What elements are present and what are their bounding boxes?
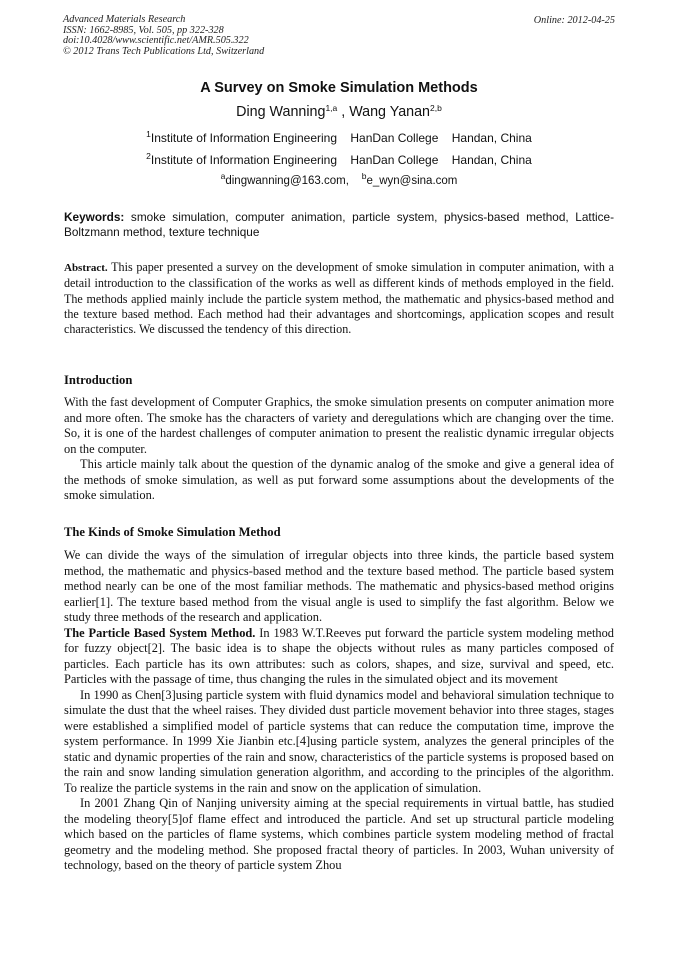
paragraph: In 1990 as Chen[3]using particle system with fluid dynamics model and behavioral simulation technique to simulate the dust that the wheel raises. They divided dust particle movement behavior into three stages, stages were established a simplified model of particle systems that can reduce the computation time, improve the system performance. In 1999 Xie Jianbin etc.[4]using particle system, analyzes the general principles of the static and dynamic properties of the rain and snow, characteristics of the particle systems is proposed based on the rain and snow landing simulation generation algorithm, and according to the principles of the algorithm. To realize the particle systems in the rain and snow on the application of simulation. [64, 687, 614, 795]
keywords-label: Keywords: [64, 210, 125, 224]
journal-name: Advanced Materials Research [63, 14, 186, 25]
email-a-mark: a [220, 171, 226, 181]
affiliation-2-mark: 2 [146, 151, 151, 161]
affiliation-2-text: Institute of Information Engineering HanDan College Handan, China [150, 153, 532, 167]
author-line [0, 104, 678, 120]
abstract-label: Abstract. [64, 262, 108, 274]
paragraph: We can divide the ways of the simulation of irregular objects into three kinds, the particle based system method, the mathematic and physics-based method and the texture based method. The particle based system method nearly can be one of the most familiar methods. The mathematic and physics-based method origins earlier[1]. The texture based method from the visual angle is used to simplify the fast algorithm. Below we study three methods of the research and application. [64, 548, 614, 624]
keywords [64, 210, 614, 240]
paragraph-particle-system [64, 626, 614, 688]
email-b: e_wyn@sina.com [366, 175, 458, 187]
author-1-affil-mark: 1,a [325, 103, 338, 113]
author-2: Wang Yanan [349, 104, 430, 120]
paper-title: A Survey on Smoke Simulation Methods [200, 80, 478, 96]
paragraph: With the fast development of Computer Graphics, the smoke simulation presents on computer animation more and more often. The smoke has the characters of variety and deregulations which are changing over the time. So, it is one of the hardest challenges of computer animation to present the realistic dynamic irregular objects on the computer. [64, 395, 614, 456]
introduction-body [64, 395, 614, 504]
kinds-body [64, 548, 614, 874]
keywords-text: smoke simulation, computer animation, particle system, physics-based method, Lattice-Boltzmann method, texture technique [64, 210, 614, 239]
issn-line: ISSN: 1662-8985, Vol. 505, pp 322-328 [63, 24, 224, 36]
affiliation-2 [0, 153, 678, 167]
abstract-text: This paper presented a survey on the development of smoke simulation in computer animation, with a detail introduction to the classification of the works as well as different kinds of methods employed in the field. The methods applied mainly include the particle system method, the mathematic and physics-based method and the texture based method. Each method had their advantages and shortcomings, application scopes and result characteristics. We discussed the tendency of this direction. [64, 260, 614, 337]
subsection-label-particle: The Particle Based System Method. [64, 625, 256, 640]
email-line [0, 171, 678, 187]
abstract [64, 260, 614, 337]
journal-header [63, 15, 264, 57]
online-date: Online: 2012-04-25 [533, 15, 615, 26]
affiliation-1-text: Institute of Information Engineering HanDan College Handan, China [150, 131, 532, 145]
affiliation-1 [0, 131, 678, 145]
email-a: dingwanning@163.com, [225, 175, 349, 187]
paragraph: In 2001 Zhang Qin of Nanjing university aiming at the special requirements in virtual battle, has studied the modeling theory[5]of flame effect and introduced the particle. And set up structural particle modeling which based on the particles of flame systems, which combines particle system modeling method of fractal geometry and the modeling method. She proposed fractal theory of particles. In 2003, Wuhan university of technology, based on the theory of particle system Zhou [64, 796, 614, 872]
doi-line: doi:10.4028/www.scientific.net/AMR.505.322 [63, 35, 249, 47]
section-heading-kinds: The Kinds of Smoke Simulation Method [64, 525, 281, 539]
author-1: Ding Wanning [236, 104, 326, 120]
email-b-mark: b [361, 171, 367, 181]
copyright-line: © 2012 Trans Tech Publications Ltd, Switzerland [63, 45, 265, 57]
author-separator: , [337, 104, 350, 120]
affiliation-1-mark: 1 [146, 129, 151, 139]
particle-text: In 1983 W.T.Reeves put forward the particle system modeling method for fuzzy object[2]. The basic idea is to shape the objects without rules as many particles composed of particles. Each particle has its own attributes: such as colors, shapes, and size, survival and speed, etc. Particles with the passage of time, thus changing the rules in the simulated object and its movement [64, 625, 614, 686]
paragraph: This article mainly talk about the question of the dynamic analog of the smoke and give a general idea of the methods of smoke simulation, as well as put forward some assumptions about the developments of the smoke simulation. [64, 457, 614, 502]
section-heading-introduction: Introduction [64, 373, 133, 387]
author-2-affil-mark: 2,b [430, 103, 442, 113]
